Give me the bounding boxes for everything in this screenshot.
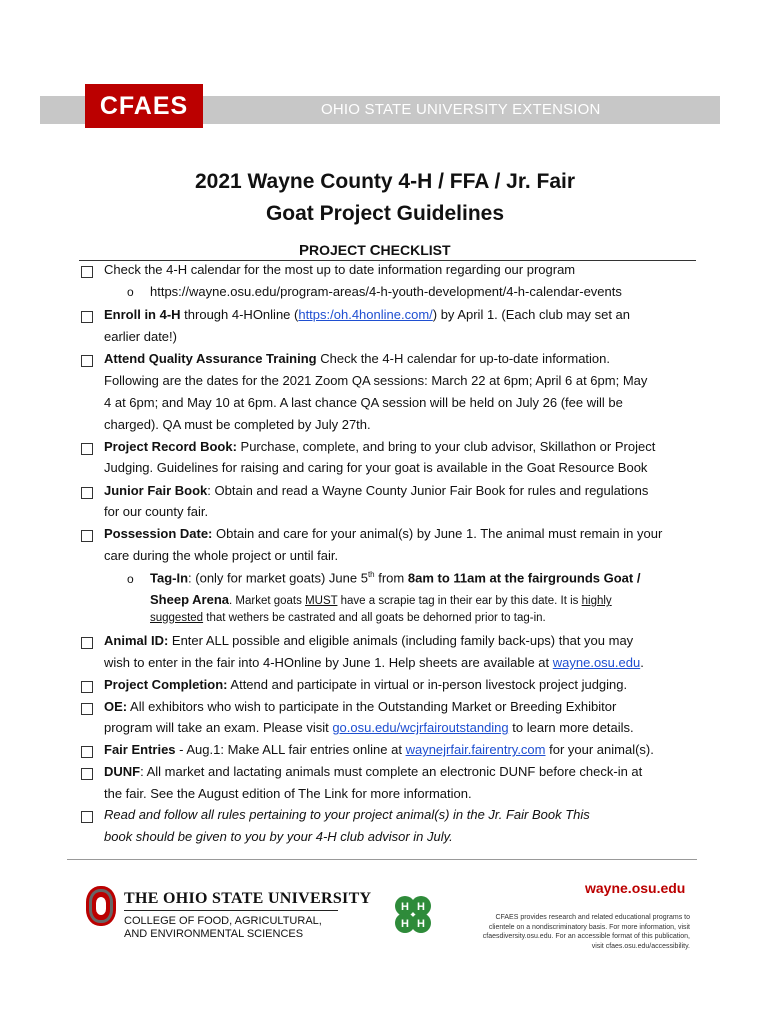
- svg-text:H: H: [401, 918, 409, 930]
- checkbox-animal-id[interactable]: [81, 637, 93, 649]
- item-oe-line2: program will take an exam. Please visit go.osu.edu/wcjrfairoutstanding to learn more details.: [104, 720, 634, 735]
- footer-divider: [67, 859, 697, 860]
- checkbox-junior[interactable]: [81, 487, 93, 499]
- checkbox-possession[interactable]: [81, 530, 93, 542]
- fairentry-link[interactable]: waynejrfair.fairentry.com: [405, 742, 546, 757]
- item-record: Project Record Book: Purchase, complete, and bring to your club advisor, Skillathon or Project: [104, 439, 656, 454]
- cfaes-logo: CFAES: [85, 84, 203, 128]
- page-title-line2: Goat Project Guidelines: [265, 202, 505, 225]
- checkbox-completion[interactable]: [81, 681, 93, 693]
- checkbox-calendar[interactable]: [81, 266, 93, 278]
- item-entries: Fair Entries - Aug.1: Make ALL fair entries online at waynejrfair.fairentry.com for your animal(s).: [104, 742, 654, 757]
- section-heading: PROJECT CHECKLIST: [299, 242, 451, 259]
- wayne-osu-link[interactable]: wayne.osu.edu: [552, 655, 641, 670]
- item-rules-line2: book should be given to you by your 4-H club advisor in July.: [104, 829, 453, 844]
- item-calendar: Check the 4-H calendar for the most up to date information regarding our program: [104, 262, 576, 277]
- checkbox-rules[interactable]: [81, 811, 93, 823]
- item-dunf: DUNF: All market and lactating animals must complete an electronic DUNF before check-in at: [104, 764, 643, 779]
- osu-block-o-logo: [86, 886, 116, 926]
- 4honline-link[interactable]: https:/oh.4honline.com/: [298, 307, 433, 322]
- item-completion: Project Completion: Attend and participate in virtual or in-person livestock project judging.: [104, 677, 628, 692]
- osu-rule: [124, 910, 338, 911]
- item-possession: Possession Date: Obtain and care for your animal(s) by June 1. The animal must remain in your: [104, 526, 663, 541]
- item-animal-id: Animal ID: Enter ALL possible and eligible animals (including family back-ups) that you may: [104, 633, 634, 648]
- item-qa: Attend Quality Assurance Training Check the 4-H calendar for up-to-date information.: [104, 351, 610, 366]
- item-animal-id-line2: wish to enter in the fair into 4-HOnline by June 1. Help sheets are available at wayne.osu.edu.: [104, 655, 644, 670]
- checkbox-enroll[interactable]: [81, 311, 93, 323]
- svg-text:H: H: [401, 901, 409, 913]
- disclaimer-text: CFAES provides research and related educational programs to clientele on a nondiscriminatory basis. For more information, visit cfaesdiversity.osu.edu. For an accessible format of this publication, visit cfaes.osu.edu/accessibility.: [482, 914, 690, 950]
- svg-text:H: H: [417, 918, 425, 930]
- divider: [79, 260, 696, 261]
- bullet-icon: o: [127, 285, 134, 299]
- checkbox-dunf[interactable]: [81, 768, 93, 780]
- outstanding-link[interactable]: go.osu.edu/wcjrfairoutstanding: [332, 720, 509, 735]
- item-tagin-line3: suggested that wethers be castrated and all goats be dehorned prior to tag-in.: [150, 612, 546, 624]
- calendar-url: https://wayne.osu.edu/program-areas/4-h-youth-development/4-h-calendar-events: [150, 284, 622, 299]
- bullet-icon: o: [127, 572, 134, 586]
- checkbox-entries[interactable]: [81, 746, 93, 758]
- item-enroll: Enroll in 4-H through 4-HOnline (https:/oh.4honline.com/) by April 1. (Each club may set an: [104, 307, 631, 322]
- item-qa-line3: 4 at 6pm; and May 10 at 6pm. A last chance QA session will be held on July 26 (fee will be: [104, 395, 623, 410]
- item-qa-line4: charged). QA must be completed by July 27th.: [104, 417, 371, 432]
- osu-wordmark: THE OHIO STATE UNIVERSITY: [124, 890, 372, 907]
- item-tagin: Tag-In: (only for market goats) June 5th from 8am to 11am at the fairgrounds Goat /: [150, 570, 641, 586]
- item-junior-line2: for our county fair.: [104, 504, 209, 519]
- item-dunf-line2: the fair. See the August edition of The Link for more information.: [104, 786, 472, 801]
- college-name-line1: COLLEGE OF FOOD, AGRICULTURAL,: [124, 915, 322, 927]
- svg-text:H: H: [417, 901, 425, 913]
- item-oe: OE: All exhibitors who wish to participate in the Outstanding Market or Breeding Exhibitor: [104, 699, 617, 714]
- footer-url[interactable]: wayne.osu.edu: [585, 880, 686, 896]
- item-qa-line2: Following are the dates for the 2021 Zoom QA sessions: March 22 at 6pm; April 6 at 6pm; May: [104, 373, 648, 388]
- checkbox-record[interactable]: [81, 443, 93, 455]
- item-rules: Read and follow all rules pertaining to your project animal(s) in the Jr. Fair Book This: [104, 807, 590, 822]
- checkbox-qa[interactable]: [81, 355, 93, 367]
- college-name-line2: AND ENVIRONMENTAL SCIENCES: [124, 928, 304, 940]
- checkbox-oe[interactable]: [81, 703, 93, 715]
- item-possession-line2: care during the whole project or until fair.: [104, 548, 339, 563]
- item-junior: Junior Fair Book: Obtain and read a Wayne County Junior Fair Book for rules and regulations: [104, 483, 649, 498]
- page-title-line1: 2021 Wayne County 4-H / FFA / Jr. Fair: [194, 170, 576, 193]
- 4h-clover-icon: [390, 892, 436, 938]
- item-record-line2: Judging. Guidelines for raising and caring for your goat is available in the Goat Resource Book: [104, 460, 648, 475]
- extension-label: OHIO STATE UNIVERSITY EXTENSION: [321, 101, 601, 118]
- item-enroll-cont: earlier date!): [104, 329, 177, 344]
- item-tagin-line2: Sheep Arena. Market goats MUST have a scrapie tag in their ear by this date. It is highly: [150, 592, 612, 607]
